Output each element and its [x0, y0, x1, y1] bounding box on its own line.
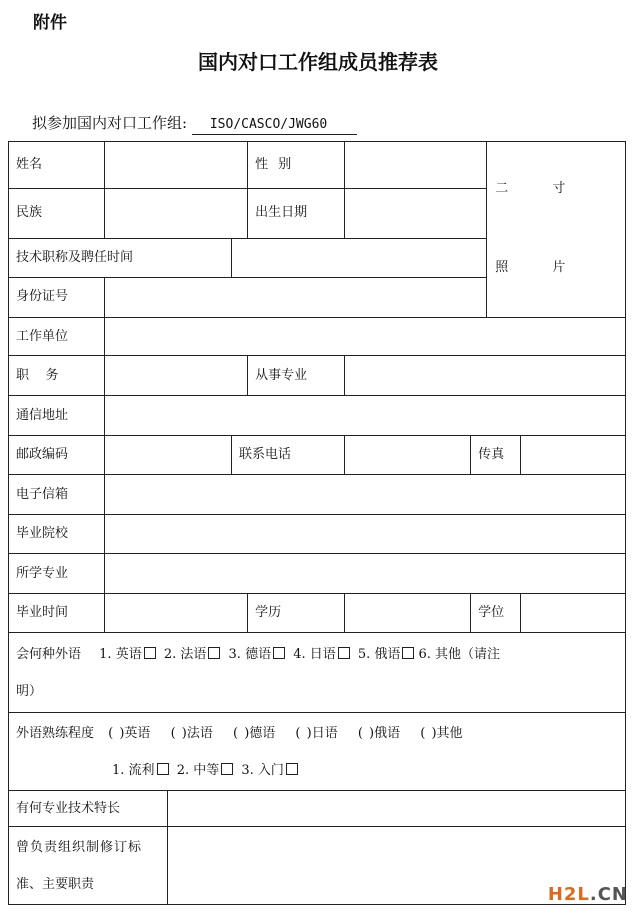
prof-japanese[interactable]: ( )日语 [295, 725, 338, 741]
checkbox-intermediate[interactable] [221, 763, 233, 775]
form-title: 国内对口工作组成员推荐表 [198, 50, 438, 74]
fax-field[interactable] [521, 436, 626, 475]
employer-field[interactable] [105, 318, 626, 356]
gender-field[interactable] [344, 142, 487, 189]
working-group-label: 拟参加国内对口工作组: [32, 114, 188, 132]
checkbox-russian[interactable] [402, 647, 414, 659]
title-field[interactable] [232, 238, 487, 277]
postcode-label: 邮政编码 [9, 436, 105, 475]
experience-label-line2: 准、主要职责 [16, 876, 95, 892]
checkbox-english[interactable] [144, 647, 156, 659]
photo-box[interactable] [487, 142, 626, 318]
position-field[interactable] [105, 356, 248, 396]
level-fluent: 1. 流利 [112, 762, 155, 778]
checkbox-german[interactable] [273, 647, 285, 659]
school-label: 毕业院校 [9, 515, 105, 554]
photo-label-line2: 照 片 [495, 260, 586, 275]
checkbox-french[interactable] [208, 647, 220, 659]
address-label: 通信地址 [9, 396, 105, 436]
languages-row [9, 633, 626, 713]
name-label: 姓名 [9, 142, 105, 189]
lang-option-french: 2. 法语 [163, 646, 207, 662]
email-label: 电子信箱 [9, 475, 105, 515]
phone-field[interactable] [344, 436, 471, 475]
level-intermediate: 2. 中等 [176, 762, 220, 778]
working-group-value[interactable]: ISO/CASCO/JWG60 [192, 116, 357, 135]
languages-label: 会何种外语 [16, 646, 82, 662]
gender-label: 性 别 [248, 142, 344, 189]
expertise-label: 有何专业技术特长 [9, 791, 168, 827]
position-label: 职 务 [9, 356, 105, 396]
address-field[interactable] [105, 396, 626, 436]
attachment-label: 附件 [33, 13, 67, 33]
birthdate-label: 出生日期 [248, 189, 344, 238]
ethnicity-field[interactable] [105, 189, 248, 238]
site-watermark: H2L.CN [547, 884, 628, 905]
grad-time-label: 毕业时间 [9, 594, 105, 633]
name-field[interactable] [105, 142, 248, 189]
recommendation-form-table [8, 141, 626, 905]
phone-label: 联系电话 [232, 436, 345, 475]
prof-other[interactable]: ( )其他 [420, 725, 463, 741]
level-beginner: 3. 入门 [241, 762, 284, 778]
id-field[interactable] [105, 277, 487, 317]
specialty-field[interactable] [344, 356, 625, 396]
education-field[interactable] [344, 594, 471, 633]
proficiency-label: 外语熟练程度 [16, 725, 95, 741]
checkbox-japanese[interactable] [338, 647, 350, 659]
prof-english[interactable]: ( )英语 [108, 725, 151, 741]
experience-label-line1: 曾负责组织制修订标 [16, 839, 143, 855]
lang-option-other-cont: 明） [16, 683, 43, 699]
lang-option-russian: 5. 俄语 [357, 646, 401, 662]
specialty-label: 从事专业 [248, 356, 344, 396]
lang-option-english: 1. 英语 [99, 646, 142, 662]
employer-label: 工作单位 [9, 318, 105, 356]
working-group-line [32, 112, 357, 135]
email-field[interactable] [105, 475, 626, 515]
lang-option-japanese: 4. 日语 [293, 646, 336, 662]
expertise-field[interactable] [167, 791, 625, 827]
checkbox-fluent[interactable] [157, 763, 169, 775]
postcode-field[interactable] [105, 436, 232, 475]
major-label: 所学专业 [9, 554, 105, 594]
proficiency-row [9, 713, 626, 791]
title-label: 技术职称及聘任时间 [9, 238, 232, 277]
experience-label [9, 827, 168, 905]
prof-french[interactable]: ( )法语 [170, 725, 213, 741]
id-label: 身份证号 [9, 277, 105, 317]
checkbox-beginner[interactable] [286, 763, 298, 775]
school-field[interactable] [105, 515, 626, 554]
birthdate-field[interactable] [344, 189, 487, 238]
ethnicity-label: 民族 [9, 189, 105, 238]
grad-time-field[interactable] [105, 594, 248, 633]
education-label: 学历 [248, 594, 344, 633]
prof-german[interactable]: ( )德语 [233, 725, 276, 741]
prof-russian[interactable]: ( )俄语 [357, 725, 401, 741]
lang-option-german: 3. 德语 [228, 646, 272, 662]
photo-label-line1: 二 寸 [495, 181, 586, 196]
degree-label: 学位 [471, 594, 521, 633]
fax-label: 传真 [471, 436, 521, 475]
lang-option-other: 6. 其他（请注 [418, 646, 500, 662]
degree-field[interactable] [521, 594, 626, 633]
major-field[interactable] [105, 554, 626, 594]
